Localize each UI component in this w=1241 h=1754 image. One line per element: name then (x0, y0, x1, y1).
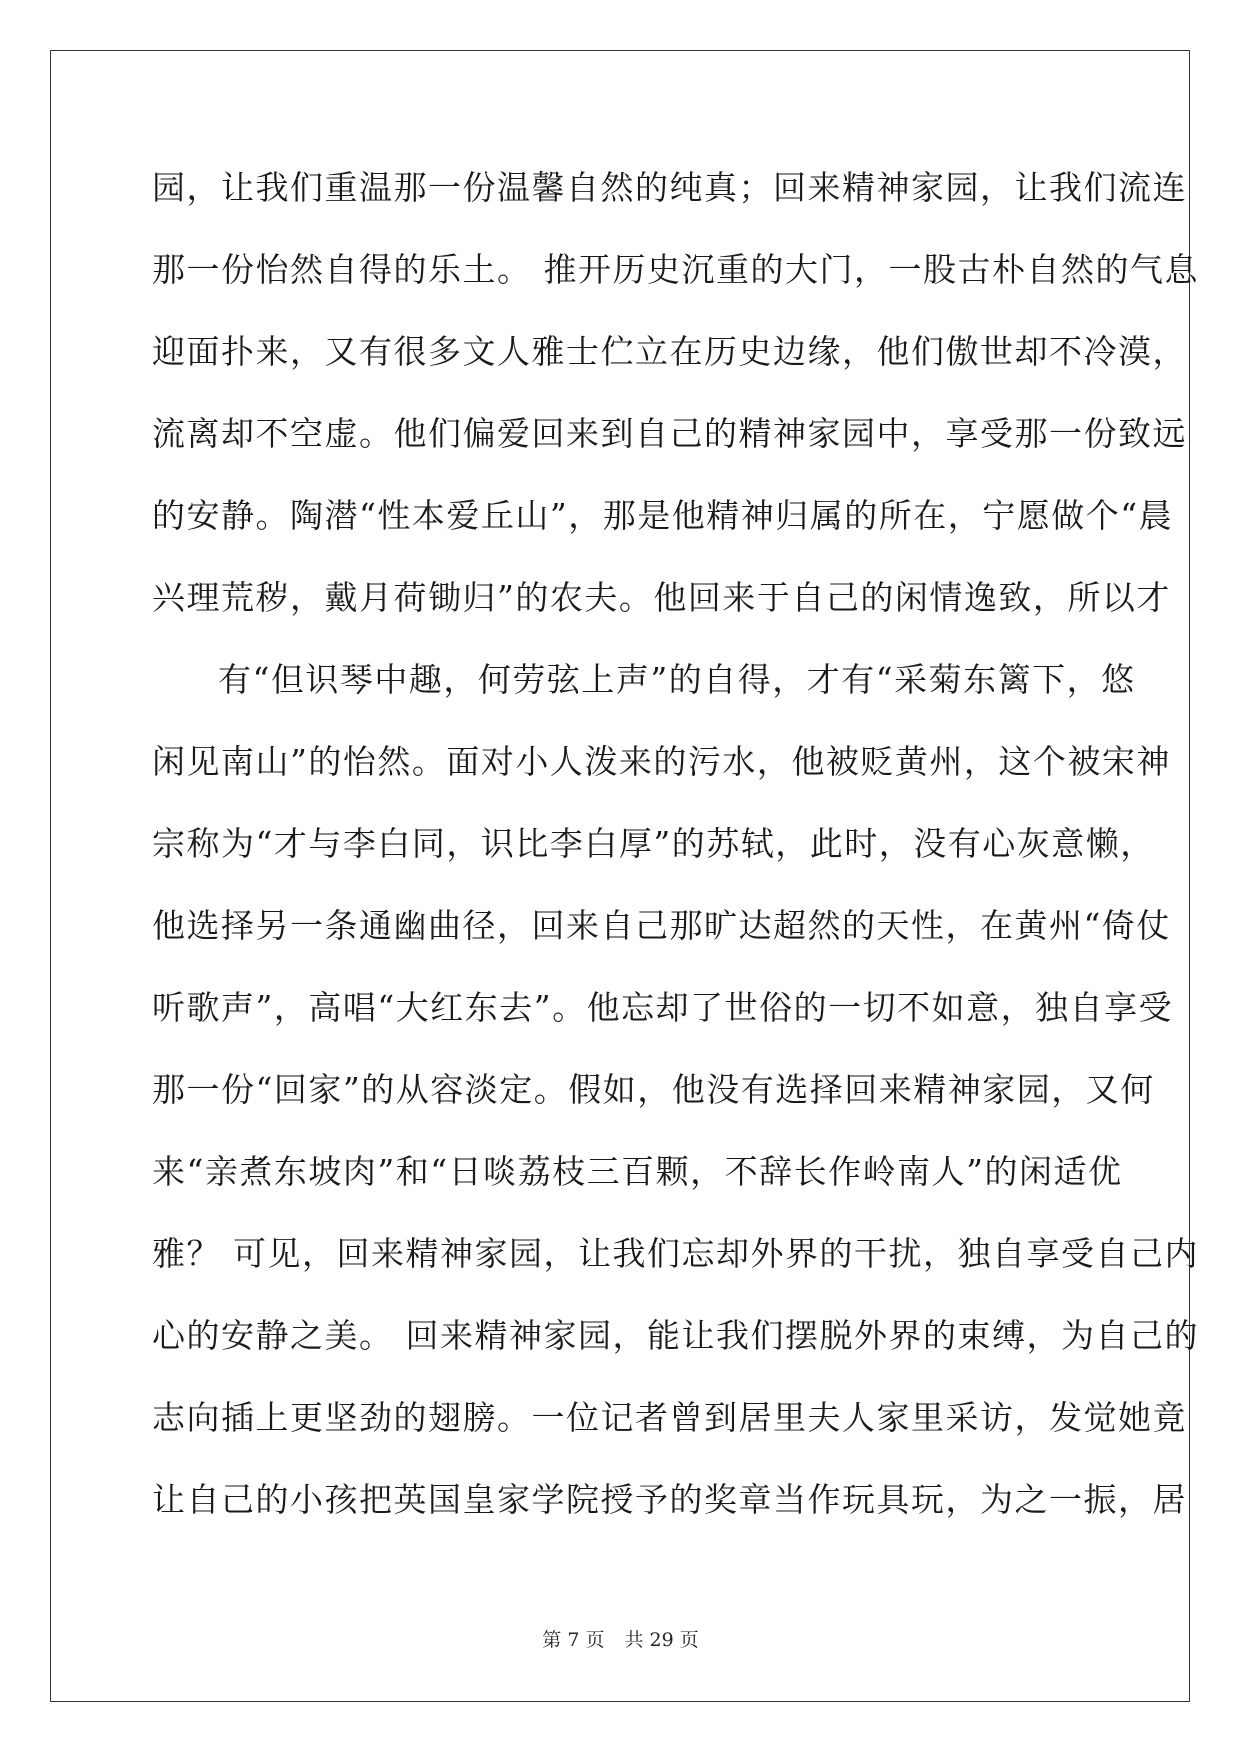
text-line: 那一份怡然自得的乐土。 推开历史沉重的大门，一股古朴自然的气息 (152, 250, 1199, 289)
text-line: 园，让我们重温那一份温馨自然的纯真；回来精神家园，让我们流连 (152, 168, 1187, 207)
text-line: 宗称为“才与李白同，识比李白厚”的苏轼，此时，没有心灰意懒， (152, 824, 1155, 863)
page-number: 第 7 页 (542, 1629, 605, 1651)
document-body (152, 165, 1199, 1559)
text-line: 他选择另一条通幽曲径，回来自己那旷达超然的天性，在黄州“倚仗 (152, 906, 1171, 945)
text-line: 那一份“回家”的从容淡定。假如，他没有选择回来精神家园，又何 (152, 1070, 1155, 1109)
text-line: 的安静。陶潜“性本爱丘山”，那是他精神归属的所在，宁愿做个“晨 (152, 496, 1174, 535)
page-total: 共 29 页 (624, 1629, 699, 1651)
page-footer (0, 1625, 1241, 1652)
text-line: 雅？ 可见，回来精神家园，让我们忘却外界的干扰，独自享受自己内 (152, 1234, 1199, 1273)
text-line: 来“亲煮东坡肉”和“日啖荔枝三百颗，不辞长作岭南人”的闲适优 (152, 1152, 1123, 1191)
text-line: 兴理荒秽，戴月荷锄归”的农夫。他回来于自己的闲情逸致，所以才 (152, 578, 1171, 617)
text-line: 心的安静之美。 回来精神家园，能让我们摆脱外界的束缚，为自己的 (152, 1316, 1199, 1355)
text-line: 闲见南山”的怡然。面对小人泼来的污水，他被贬黄州，这个被宋神 (152, 742, 1171, 781)
text-line: 听歌声”，高唱“大红东去”。他忘却了世俗的一切不如意，独自享受 (152, 988, 1174, 1027)
paragraph-first-line: 有“但识琴中趣，何劳弦上声”的自得，才有“采菊东篱下，悠 (218, 660, 1136, 699)
text-line: 让自己的小孩把英国皇家学院授予的奖章当作玩具玩，为之一振，居 (152, 1480, 1187, 1519)
text-line: 迎面扑来，又有很多文人雅士伫立在历史边缘，他们傲世却不冷漠， (152, 332, 1187, 371)
text-line: 流离却不空虚。他们偏爱回来到自己的精神家园中，享受那一份致远 (152, 414, 1187, 453)
text-line: 志向插上更坚劲的翅膀。一位记者曾到居里夫人家里采访，发觉她竟 (152, 1398, 1187, 1437)
